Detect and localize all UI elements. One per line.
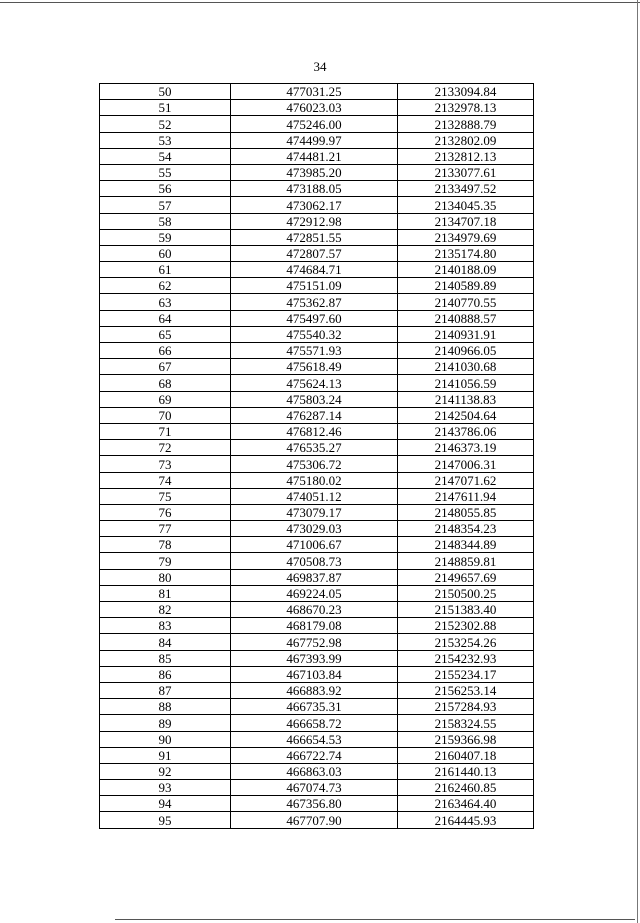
y-coordinate-cell: 2150500.25: [398, 585, 534, 601]
x-coordinate-cell: 473062.17: [231, 197, 398, 213]
point-number-cell: 51: [100, 100, 231, 116]
table-row: [100, 796, 534, 812]
point-number-cell: 83: [100, 618, 231, 634]
table-row: [100, 310, 534, 326]
x-coordinate-cell: 469837.87: [231, 569, 398, 585]
point-number-cell: 81: [100, 585, 231, 601]
point-number-cell: 59: [100, 229, 231, 245]
x-coordinate-cell: 466863.03: [231, 763, 398, 779]
y-coordinate-cell: 2147071.62: [398, 472, 534, 488]
y-coordinate-cell: 2143786.06: [398, 423, 534, 439]
table-row: [100, 423, 534, 439]
point-number-cell: 68: [100, 375, 231, 391]
x-coordinate-cell: 475803.24: [231, 391, 398, 407]
point-number-cell: 72: [100, 440, 231, 456]
y-coordinate-cell: 2148859.81: [398, 553, 534, 569]
point-number-cell: 58: [100, 213, 231, 229]
table-row: [100, 731, 534, 747]
table-row: [100, 440, 534, 456]
point-number-cell: 54: [100, 148, 231, 164]
point-number-cell: 52: [100, 116, 231, 132]
table-row: [100, 715, 534, 731]
point-number-cell: 79: [100, 553, 231, 569]
y-coordinate-cell: 2134707.18: [398, 213, 534, 229]
y-coordinate-cell: 2133077.61: [398, 164, 534, 180]
y-coordinate-cell: 2164445.93: [398, 812, 534, 828]
point-number-cell: 71: [100, 423, 231, 439]
x-coordinate-cell: 473079.17: [231, 504, 398, 520]
y-coordinate-cell: 2162460.85: [398, 780, 534, 796]
x-coordinate-cell: 467393.99: [231, 650, 398, 666]
table-row: [100, 456, 534, 472]
scan-edge-right: [637, 0, 638, 923]
table-row: [100, 84, 534, 100]
table-row: [100, 634, 534, 650]
table-row: [100, 407, 534, 423]
y-coordinate-cell: 2132888.79: [398, 116, 534, 132]
x-coordinate-cell: 466883.92: [231, 682, 398, 698]
coordinates-table-body: [100, 84, 534, 829]
point-number-cell: 55: [100, 164, 231, 180]
x-coordinate-cell: 476287.14: [231, 407, 398, 423]
point-number-cell: 73: [100, 456, 231, 472]
x-coordinate-cell: 468670.23: [231, 602, 398, 618]
y-coordinate-cell: 2149657.69: [398, 569, 534, 585]
table-row: [100, 148, 534, 164]
table-row: [100, 245, 534, 261]
x-coordinate-cell: 470508.73: [231, 553, 398, 569]
table-row: [100, 164, 534, 180]
table-row: [100, 213, 534, 229]
point-number-cell: 95: [100, 812, 231, 828]
table-row: [100, 602, 534, 618]
y-coordinate-cell: 2161440.13: [398, 763, 534, 779]
point-number-cell: 53: [100, 132, 231, 148]
y-coordinate-cell: 2132978.13: [398, 100, 534, 116]
point-number-cell: 57: [100, 197, 231, 213]
table-row: [100, 521, 534, 537]
table-row: [100, 100, 534, 116]
point-number-cell: 87: [100, 682, 231, 698]
point-number-cell: 92: [100, 763, 231, 779]
y-coordinate-cell: 2141056.59: [398, 375, 534, 391]
y-coordinate-cell: 2134045.35: [398, 197, 534, 213]
point-number-cell: 76: [100, 504, 231, 520]
x-coordinate-cell: 466654.53: [231, 731, 398, 747]
x-coordinate-cell: 471006.67: [231, 537, 398, 553]
table-row: [100, 537, 534, 553]
table-row: [100, 326, 534, 342]
y-coordinate-cell: 2154232.93: [398, 650, 534, 666]
y-coordinate-cell: 2160407.18: [398, 747, 534, 763]
y-coordinate-cell: 2140188.09: [398, 262, 534, 278]
y-coordinate-cell: 2140888.57: [398, 310, 534, 326]
table-row: [100, 618, 534, 634]
x-coordinate-cell: 475306.72: [231, 456, 398, 472]
y-coordinate-cell: 2141138.83: [398, 391, 534, 407]
point-number-cell: 88: [100, 699, 231, 715]
table-row: [100, 359, 534, 375]
x-coordinate-cell: 469224.05: [231, 585, 398, 601]
y-coordinate-cell: 2146373.19: [398, 440, 534, 456]
point-number-cell: 90: [100, 731, 231, 747]
x-coordinate-cell: 467356.80: [231, 796, 398, 812]
table-row: [100, 585, 534, 601]
point-number-cell: 82: [100, 602, 231, 618]
y-coordinate-cell: 2147611.94: [398, 488, 534, 504]
table-row: [100, 780, 534, 796]
y-coordinate-cell: 2156253.14: [398, 682, 534, 698]
point-number-cell: 75: [100, 488, 231, 504]
coordinates-table: [99, 83, 534, 829]
point-number-cell: 62: [100, 278, 231, 294]
y-coordinate-cell: 2132812.13: [398, 148, 534, 164]
point-number-cell: 94: [100, 796, 231, 812]
x-coordinate-cell: 474481.21: [231, 148, 398, 164]
table-row: [100, 747, 534, 763]
y-coordinate-cell: 2159366.98: [398, 731, 534, 747]
point-number-cell: 66: [100, 343, 231, 359]
x-coordinate-cell: 475624.13: [231, 375, 398, 391]
x-coordinate-cell: 472912.98: [231, 213, 398, 229]
y-coordinate-cell: 2147006.31: [398, 456, 534, 472]
x-coordinate-cell: 475362.87: [231, 294, 398, 310]
x-coordinate-cell: 474499.97: [231, 132, 398, 148]
table-row: [100, 666, 534, 682]
x-coordinate-cell: 474051.12: [231, 488, 398, 504]
x-coordinate-cell: 475151.09: [231, 278, 398, 294]
table-row: [100, 569, 534, 585]
table-row: [100, 229, 534, 245]
table-row: [100, 699, 534, 715]
point-number-cell: 56: [100, 181, 231, 197]
y-coordinate-cell: 2152302.88: [398, 618, 534, 634]
point-number-cell: 70: [100, 407, 231, 423]
x-coordinate-cell: 477031.25: [231, 84, 398, 100]
x-coordinate-cell: 475497.60: [231, 310, 398, 326]
scan-edge-bottom: [115, 919, 635, 920]
table-row: [100, 763, 534, 779]
point-number-cell: 77: [100, 521, 231, 537]
x-coordinate-cell: 473029.03: [231, 521, 398, 537]
y-coordinate-cell: 2140589.89: [398, 278, 534, 294]
x-coordinate-cell: 473985.20: [231, 164, 398, 180]
y-coordinate-cell: 2148055.85: [398, 504, 534, 520]
y-coordinate-cell: 2157284.93: [398, 699, 534, 715]
table-row: [100, 132, 534, 148]
y-coordinate-cell: 2148344.89: [398, 537, 534, 553]
point-number-cell: 63: [100, 294, 231, 310]
x-coordinate-cell: 466658.72: [231, 715, 398, 731]
point-number-cell: 84: [100, 634, 231, 650]
y-coordinate-cell: 2133497.52: [398, 181, 534, 197]
table-row: [100, 343, 534, 359]
table-row: [100, 472, 534, 488]
y-coordinate-cell: 2140966.05: [398, 343, 534, 359]
y-coordinate-cell: 2132802.09: [398, 132, 534, 148]
x-coordinate-cell: 467103.84: [231, 666, 398, 682]
point-number-cell: 93: [100, 780, 231, 796]
table-row: [100, 391, 534, 407]
x-coordinate-cell: 473188.05: [231, 181, 398, 197]
table-row: [100, 375, 534, 391]
point-number-cell: 80: [100, 569, 231, 585]
y-coordinate-cell: 2140931.91: [398, 326, 534, 342]
x-coordinate-cell: 472807.57: [231, 245, 398, 261]
point-number-cell: 67: [100, 359, 231, 375]
x-coordinate-cell: 476812.46: [231, 423, 398, 439]
point-number-cell: 61: [100, 262, 231, 278]
y-coordinate-cell: 2135174.80: [398, 245, 534, 261]
x-coordinate-cell: 474684.71: [231, 262, 398, 278]
point-number-cell: 89: [100, 715, 231, 731]
table-row: [100, 262, 534, 278]
y-coordinate-cell: 2141030.68: [398, 359, 534, 375]
x-coordinate-cell: 467074.73: [231, 780, 398, 796]
y-coordinate-cell: 2133094.84: [398, 84, 534, 100]
x-coordinate-cell: 475180.02: [231, 472, 398, 488]
table-row: [100, 116, 534, 132]
y-coordinate-cell: 2134979.69: [398, 229, 534, 245]
point-number-cell: 65: [100, 326, 231, 342]
y-coordinate-cell: 2158324.55: [398, 715, 534, 731]
y-coordinate-cell: 2163464.40: [398, 796, 534, 812]
table-row: [100, 294, 534, 310]
table-row: [100, 682, 534, 698]
point-number-cell: 64: [100, 310, 231, 326]
x-coordinate-cell: 476023.03: [231, 100, 398, 116]
y-coordinate-cell: 2155234.17: [398, 666, 534, 682]
table-row: [100, 488, 534, 504]
table-row: [100, 197, 534, 213]
x-coordinate-cell: 467707.90: [231, 812, 398, 828]
scan-edge-top: [0, 2, 640, 3]
x-coordinate-cell: 475618.49: [231, 359, 398, 375]
point-number-cell: 85: [100, 650, 231, 666]
x-coordinate-cell: 472851.55: [231, 229, 398, 245]
x-coordinate-cell: 475540.32: [231, 326, 398, 342]
y-coordinate-cell: 2142504.64: [398, 407, 534, 423]
x-coordinate-cell: 475246.00: [231, 116, 398, 132]
x-coordinate-cell: 475571.93: [231, 343, 398, 359]
y-coordinate-cell: 2140770.55: [398, 294, 534, 310]
table-row: [100, 812, 534, 828]
x-coordinate-cell: 466735.31: [231, 699, 398, 715]
x-coordinate-cell: 466722.74: [231, 747, 398, 763]
table-row: [100, 278, 534, 294]
point-number-cell: 50: [100, 84, 231, 100]
point-number-cell: 91: [100, 747, 231, 763]
y-coordinate-cell: 2148354.23: [398, 521, 534, 537]
table-row: [100, 650, 534, 666]
x-coordinate-cell: 467752.98: [231, 634, 398, 650]
point-number-cell: 60: [100, 245, 231, 261]
y-coordinate-cell: 2151383.40: [398, 602, 534, 618]
table-row: [100, 504, 534, 520]
x-coordinate-cell: 476535.27: [231, 440, 398, 456]
page-number: 34: [313, 59, 327, 74]
table-row: [100, 181, 534, 197]
y-coordinate-cell: 2153254.26: [398, 634, 534, 650]
point-number-cell: 69: [100, 391, 231, 407]
x-coordinate-cell: 468179.08: [231, 618, 398, 634]
table-row: [100, 553, 534, 569]
point-number-cell: 74: [100, 472, 231, 488]
point-number-cell: 86: [100, 666, 231, 682]
point-number-cell: 78: [100, 537, 231, 553]
